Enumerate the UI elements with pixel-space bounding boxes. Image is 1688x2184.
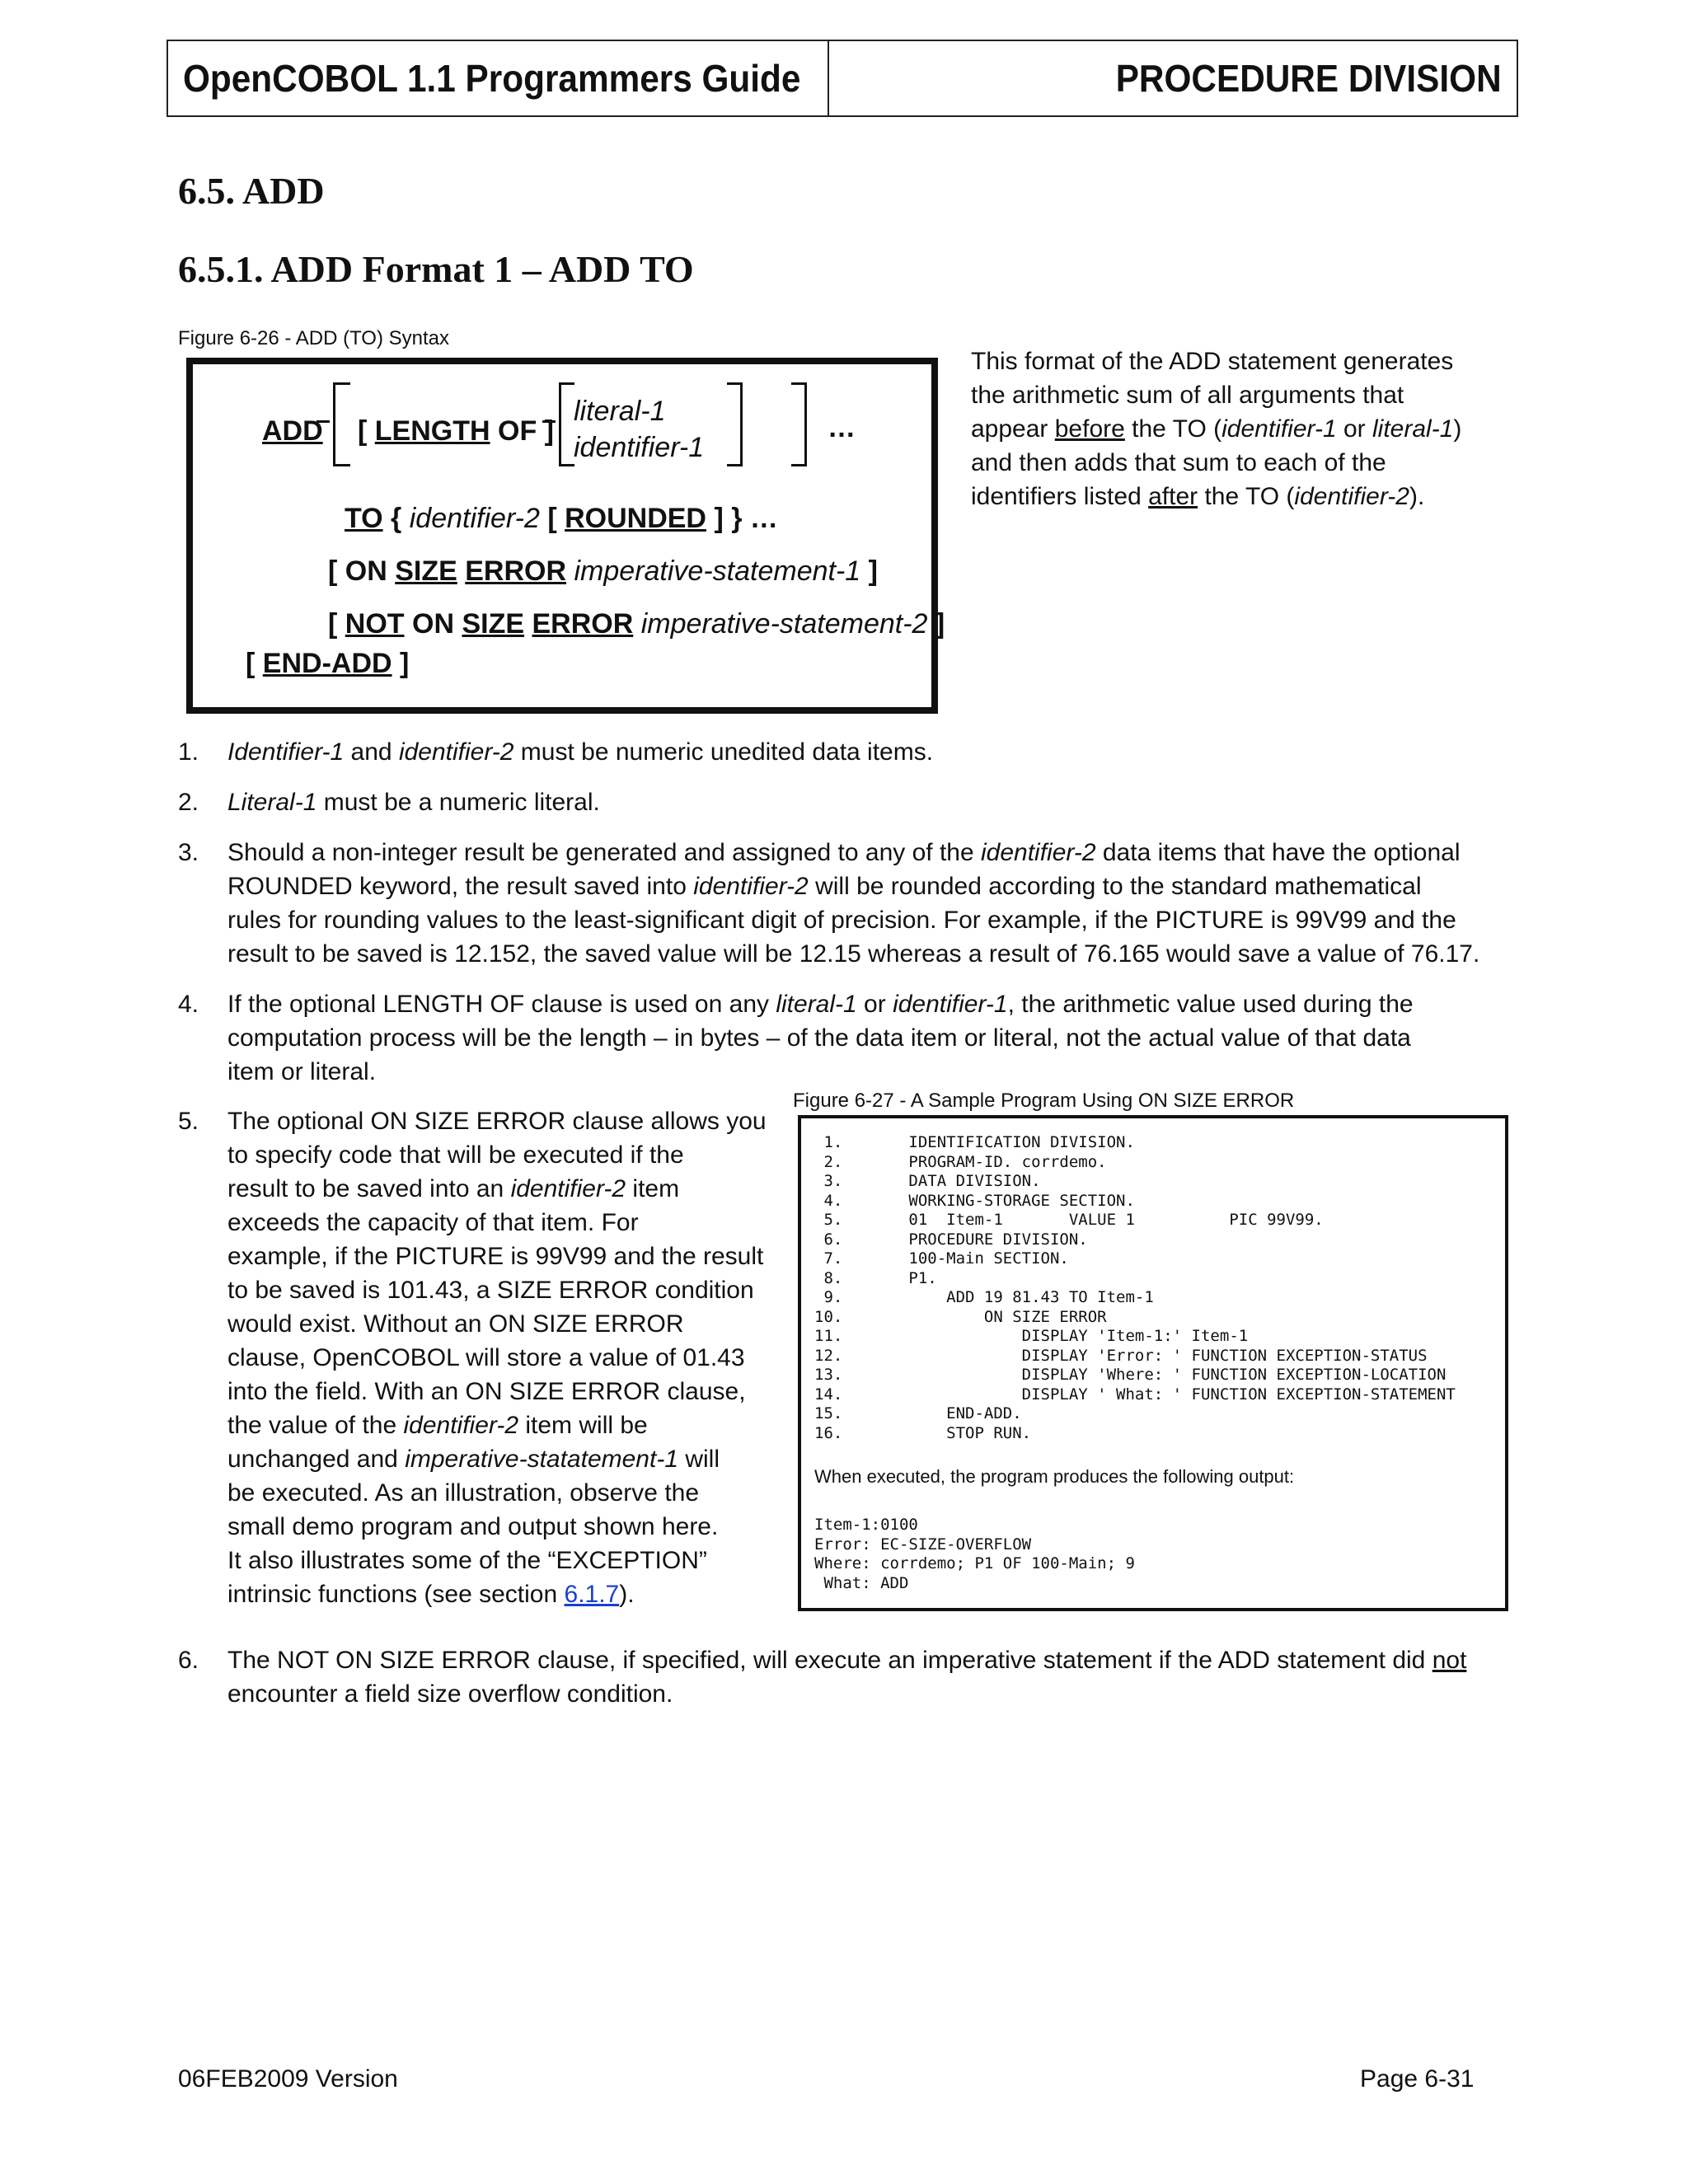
on-size-close: ] bbox=[860, 555, 878, 587]
size-keyword: SIZE bbox=[395, 555, 457, 587]
list-number: 4. bbox=[178, 991, 199, 1018]
text: clause, OpenCOBOL will store a value of 01.43 bbox=[227, 1344, 745, 1371]
intro-paragraph bbox=[971, 344, 1515, 513]
output-line: Error: EC-SIZE-OVERFLOW bbox=[814, 1535, 1032, 1554]
error-keyword: ERROR bbox=[465, 555, 567, 587]
code-line: 16. STOP RUN. bbox=[814, 1423, 1032, 1442]
text: appear bbox=[971, 415, 1055, 443]
intro-line bbox=[971, 412, 1515, 446]
footer-page-number: Page 6-31 bbox=[1360, 2065, 1475, 2093]
text: ). bbox=[1409, 483, 1425, 510]
text: item or literal. bbox=[227, 1058, 377, 1085]
header-divider bbox=[828, 41, 829, 115]
intro-line: This format of the ADD statement generates bbox=[971, 348, 1454, 375]
imperative-statement-2-term: imperative-statement-2 bbox=[640, 608, 928, 640]
figure-caption-sample-program: Figure 6-27 - A Sample Program Using ON SIZE ERROR bbox=[793, 1090, 1295, 1112]
output-line: Item-1:0100 bbox=[814, 1516, 918, 1534]
ellipsis: … bbox=[828, 412, 856, 443]
literal-1-option: literal-1 bbox=[574, 396, 666, 427]
to-clause-close: ] } … bbox=[706, 503, 778, 534]
page-header bbox=[166, 40, 1518, 117]
output-line: What: ADD bbox=[814, 1573, 909, 1592]
text: must be a numeric literal. bbox=[316, 789, 600, 816]
list-number: 3. bbox=[178, 839, 199, 866]
text: computation process will be the length – in bytes – of the data item or literal, not the actual value of that data bbox=[227, 1024, 1411, 1052]
text: will bbox=[678, 1446, 720, 1473]
heading-6-5-1: 6.5.1. ADD Format 1 – ADD TO bbox=[178, 248, 694, 290]
text-after: after bbox=[1148, 483, 1198, 510]
list-item-4 bbox=[227, 987, 1414, 1089]
output-line: Where: corrdemo; P1 OF 100-Main; 9 bbox=[814, 1554, 1135, 1572]
text: rules for rounding values to the least-significant digit of precision. For example, if the PICTURE is 99V99 and the bbox=[227, 907, 1456, 934]
text: item will be bbox=[518, 1412, 648, 1439]
bracket-open: [ bbox=[539, 503, 565, 534]
error-keyword-2: ERROR bbox=[532, 608, 634, 640]
text: the value of the bbox=[227, 1412, 404, 1439]
add-keyword: ADD bbox=[262, 415, 323, 447]
text: The optional ON SIZE ERROR clause allows you bbox=[227, 1108, 767, 1135]
code-line: 3. DATA DIVISION. bbox=[814, 1172, 1041, 1190]
text: If the optional LENGTH OF clause is used on any bbox=[227, 991, 776, 1018]
text: will be rounded according to the standard mathematical bbox=[808, 873, 1422, 900]
text: exceeds the capacity of that item. For bbox=[227, 1209, 639, 1236]
length-bracket: [ bbox=[358, 415, 375, 447]
end-add-keyword: END-ADD bbox=[262, 648, 392, 679]
text: imperative-statatement-1 bbox=[405, 1446, 679, 1473]
to-keyword: TO bbox=[345, 503, 383, 534]
text: be executed. As an illustration, observe the bbox=[227, 1479, 700, 1507]
text: the TO ( bbox=[1124, 415, 1222, 443]
text: or bbox=[856, 991, 893, 1018]
list-number: 5. bbox=[178, 1108, 199, 1135]
list-item-6 bbox=[227, 1643, 1466, 1711]
length-keyword: LENGTH bbox=[374, 415, 490, 447]
code-line: 8. P1. bbox=[814, 1268, 937, 1287]
code-line: 12. DISPLAY 'Error: ' FUNCTION EXCEPTION-STATUS bbox=[814, 1346, 1428, 1365]
intro-line: and then adds that sum to each of the bbox=[971, 449, 1386, 476]
size-keyword-2: SIZE bbox=[462, 608, 525, 640]
code-line: 10. ON SIZE ERROR bbox=[814, 1307, 1107, 1326]
text: encounter a field size overflow condition. bbox=[227, 1680, 673, 1708]
syntax-diagram bbox=[186, 358, 945, 714]
heading-6-5: 6.5. ADD bbox=[178, 170, 325, 212]
text: into the field. With an ON SIZE ERROR clause, bbox=[227, 1378, 746, 1405]
list-number: 1. bbox=[178, 738, 199, 766]
text: and bbox=[344, 738, 399, 766]
code-line: 7. 100-Main SECTION. bbox=[814, 1249, 1069, 1268]
text: identifier-2 bbox=[981, 839, 1096, 866]
text: would exist. Without an ON SIZE ERROR bbox=[227, 1310, 684, 1338]
code-line: 5. 01 Item-1 VALUE 1 PIC 99V99. bbox=[814, 1211, 1324, 1229]
text: must be numeric unedited data items. bbox=[513, 738, 934, 766]
intro-line: the arithmetic sum of all arguments that bbox=[971, 382, 1404, 409]
code-line: 4. WORKING-STORAGE SECTION. bbox=[814, 1191, 1135, 1210]
text: ROUNDED keyword, the result saved into bbox=[227, 873, 694, 900]
guide-title: OpenCOBOL 1.1 Programmers Guide bbox=[183, 57, 801, 100]
text: the TO ( bbox=[1198, 483, 1295, 510]
text: identifier-2 bbox=[693, 873, 809, 900]
text: It also illustrates some of the “EXCEPTION” bbox=[227, 1547, 707, 1574]
inner-brace-left-tip bbox=[542, 420, 556, 423]
text: result to be saved is 12.152, the saved value will be 12.15 whereas a result of 76.165 would save a value of 76.17. bbox=[227, 940, 1480, 968]
text: example, if the PICTURE is 99V99 and the result bbox=[227, 1243, 764, 1270]
figure-caption-syntax: Figure 6-26 - ADD (TO) Syntax bbox=[178, 327, 449, 349]
identifier-2-term: identifier-2 bbox=[409, 503, 540, 534]
section-title: PROCEDURE DIVISION bbox=[1116, 57, 1502, 100]
text: item bbox=[626, 1175, 680, 1202]
not-on-size-close: ] bbox=[927, 608, 945, 640]
outer-brace-left bbox=[333, 382, 350, 466]
of-keyword: OF ] bbox=[490, 415, 554, 447]
text: literal-1 bbox=[776, 991, 857, 1018]
imperative-statement-1-term: imperative-statement-1 bbox=[574, 555, 861, 587]
text: unchanged and bbox=[227, 1446, 406, 1473]
identifier-1-option: identifier-1 bbox=[574, 432, 705, 463]
text-identifier-2: identifier-2 bbox=[1294, 483, 1409, 510]
text: to specify code that will be executed if the bbox=[227, 1141, 684, 1169]
text-literal-1: literal-1 bbox=[1372, 415, 1454, 443]
text: to be saved is 101.43, a SIZE ERROR condition bbox=[227, 1277, 754, 1304]
text: identifiers listed bbox=[971, 483, 1149, 510]
text: Should a non-integer result be generated and assigned to any of the bbox=[227, 839, 981, 866]
text: ) bbox=[1453, 415, 1462, 443]
code-line: 11. DISPLAY 'Item-1:' Item-1 bbox=[814, 1327, 1249, 1345]
list-item-3 bbox=[227, 836, 1479, 971]
text: identifier-1 bbox=[893, 991, 1008, 1018]
text: ). bbox=[619, 1581, 635, 1608]
inner-brace-left bbox=[559, 382, 574, 466]
text-not: not bbox=[1432, 1647, 1467, 1674]
code-line: 2. PROGRAM-ID. corrdemo. bbox=[814, 1152, 1107, 1171]
on-keyword: ON bbox=[404, 608, 462, 640]
list-number: 6. bbox=[178, 1647, 199, 1674]
not-on-size-open: [ bbox=[328, 608, 345, 640]
list-number: 2. bbox=[178, 789, 199, 816]
text: Identifier-1 bbox=[227, 738, 345, 766]
code-line: 14. DISPLAY ' What: ' FUNCTION EXCEPTION-STATEMENT bbox=[814, 1385, 1456, 1404]
rounded-keyword: ROUNDED bbox=[565, 503, 706, 534]
code-line: 9. ADD 19 81.43 TO Item-1 bbox=[814, 1288, 1154, 1306]
text-identifier-1: identifier-1 bbox=[1221, 415, 1337, 443]
end-add-close: ] bbox=[392, 648, 410, 679]
text: The NOT ON SIZE ERROR clause, if specified, will execute an imperative statement if the ADD statement did bbox=[227, 1647, 1432, 1674]
code-line: 15. END-ADD. bbox=[814, 1404, 1022, 1422]
text: or bbox=[1336, 415, 1372, 443]
text: , the arithmetic value used during the bbox=[1007, 991, 1414, 1018]
text: data items that have the optional bbox=[1095, 839, 1461, 866]
end-add-open: [ bbox=[246, 648, 263, 679]
text: small demo program and output shown here. bbox=[227, 1513, 719, 1540]
text: identifier-2 bbox=[403, 1412, 519, 1439]
output-intro: When executed, the program produces the following output: bbox=[814, 1466, 1295, 1487]
section-6-1-7-link[interactable]: 6.1.7 bbox=[564, 1581, 620, 1608]
text: identifier-2 bbox=[510, 1175, 626, 1202]
code-line: 6. PROCEDURE DIVISION. bbox=[814, 1230, 1088, 1249]
not-keyword: NOT bbox=[345, 608, 405, 640]
list-item-5 bbox=[227, 1104, 767, 1611]
outer-brace-right bbox=[791, 382, 807, 466]
footer-version: 06FEB2009 Version bbox=[178, 2065, 398, 2093]
inner-brace-right bbox=[727, 382, 743, 466]
on-size-open: [ ON bbox=[328, 555, 396, 587]
list-item-2 bbox=[227, 785, 600, 819]
intro-line bbox=[971, 480, 1515, 513]
list-item-1 bbox=[227, 735, 933, 769]
sample-program-box bbox=[798, 1115, 1508, 1611]
text-before: before bbox=[1054, 415, 1125, 443]
text: identifier-2 bbox=[398, 738, 514, 766]
brace-open: { bbox=[382, 503, 410, 534]
text: intrinsic functions (see section bbox=[227, 1581, 565, 1608]
text: result to be saved into an bbox=[227, 1175, 511, 1202]
code-line: 1. IDENTIFICATION DIVISION. bbox=[814, 1133, 1135, 1151]
code-line: 13. DISPLAY 'Where: ' FUNCTION EXCEPTION-LOCATION bbox=[814, 1366, 1447, 1384]
text: Literal-1 bbox=[227, 789, 317, 816]
outer-brace-left-tip bbox=[316, 420, 330, 423]
